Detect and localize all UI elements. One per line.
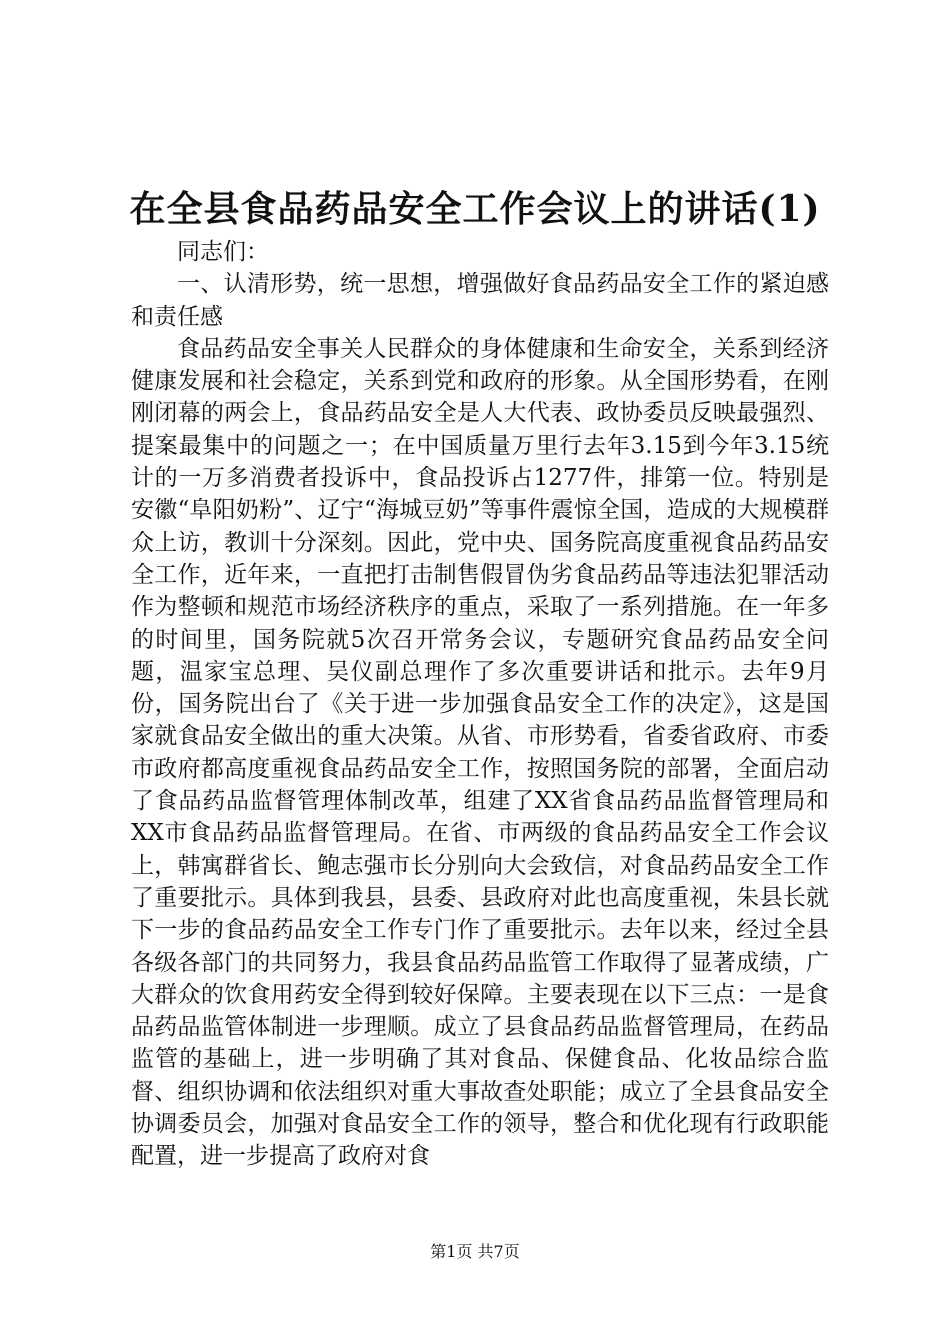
greeting-paragraph: 同志们： <box>177 239 269 265</box>
page-footer: 第1页 共7页 <box>430 1242 520 1261</box>
section-heading: 一、认清形势，统一思想，增强做好食品药品安全工作的紧迫感和责任感 <box>131 271 829 330</box>
body-paragraph: 食品药品安全事关人民群众的身体健康和生命安全，关系到经济健康发展和社会稳定，关系到党和政府的形象。从全国形势看，在刚刚闭幕的两会上，食品药品安全是人大代表、政协委员反映最强烈、提案最集中的问题之一；在中国质量万里行去年3.15到今年3.15统计的一万多消费者投诉中，食品投诉占1277件，排第一位。特别是安徽“阜阳奶粉”、辽宁“海城豆奶”等事件震惊全国，造成的大规模群众上访，教训十分深刻。因此，党中央、国务院高度重视食品药品安全工作，近年来，一直把打击制售假冒伪劣食品药品等违法犯罪活动作为整顿和规范市场经济秩序的重点，采取了一系列措施。在一年多的时间里，国务院就5次召开常务会议，专题研究食品药品安全问题，温家宝总理、吴仪副总理作了多次重要讲话和批示。去年9月份，国务院出台了《关于进一步加强食品安全工作的决定》，这是国家就食品安全做出的重大决策。从省、市形势看，省委省政府、市委市政府都高度重视食品药品安全工作，按照国务院的部署，全面启动了食品药品监督管理体制改革，组建了XX省食品药品监督管理局和XX市食品药品监督管理局。在省、市两级的食品药品安全工作会议上，韩寓群省长、鲍志强市长分别向大会致信，对食品药品安全工作了重要批示。具体到我县，县委、县政府对此也高度重视，朱县长就下一步的食品药品安全工作专门作了重要批示。去年以来，经过全县各级各部门的共同努力，我县食品药品监管工作取得了显著成绩，广大群众的饮食用药安全得到较好保障。主要表现在以下三点：一是食品药品监管体制进一步理顺。成立了县食品药品监督管理局，在药品监管的基础上，进一步明确了其对食品、保健食品、化妆品综合监督、组织协调和依法组织对重大事故查处职能；成立了全县食品安全协调委员会，加强对食品安全工作的领导，整合和优化现有行政职能配置，进一步提高了政府对食 <box>131 335 829 1170</box>
document-title: 在全县食品药品安全工作会议上的讲话(1) <box>129 188 821 230</box>
document-body <box>131 236 829 1173</box>
